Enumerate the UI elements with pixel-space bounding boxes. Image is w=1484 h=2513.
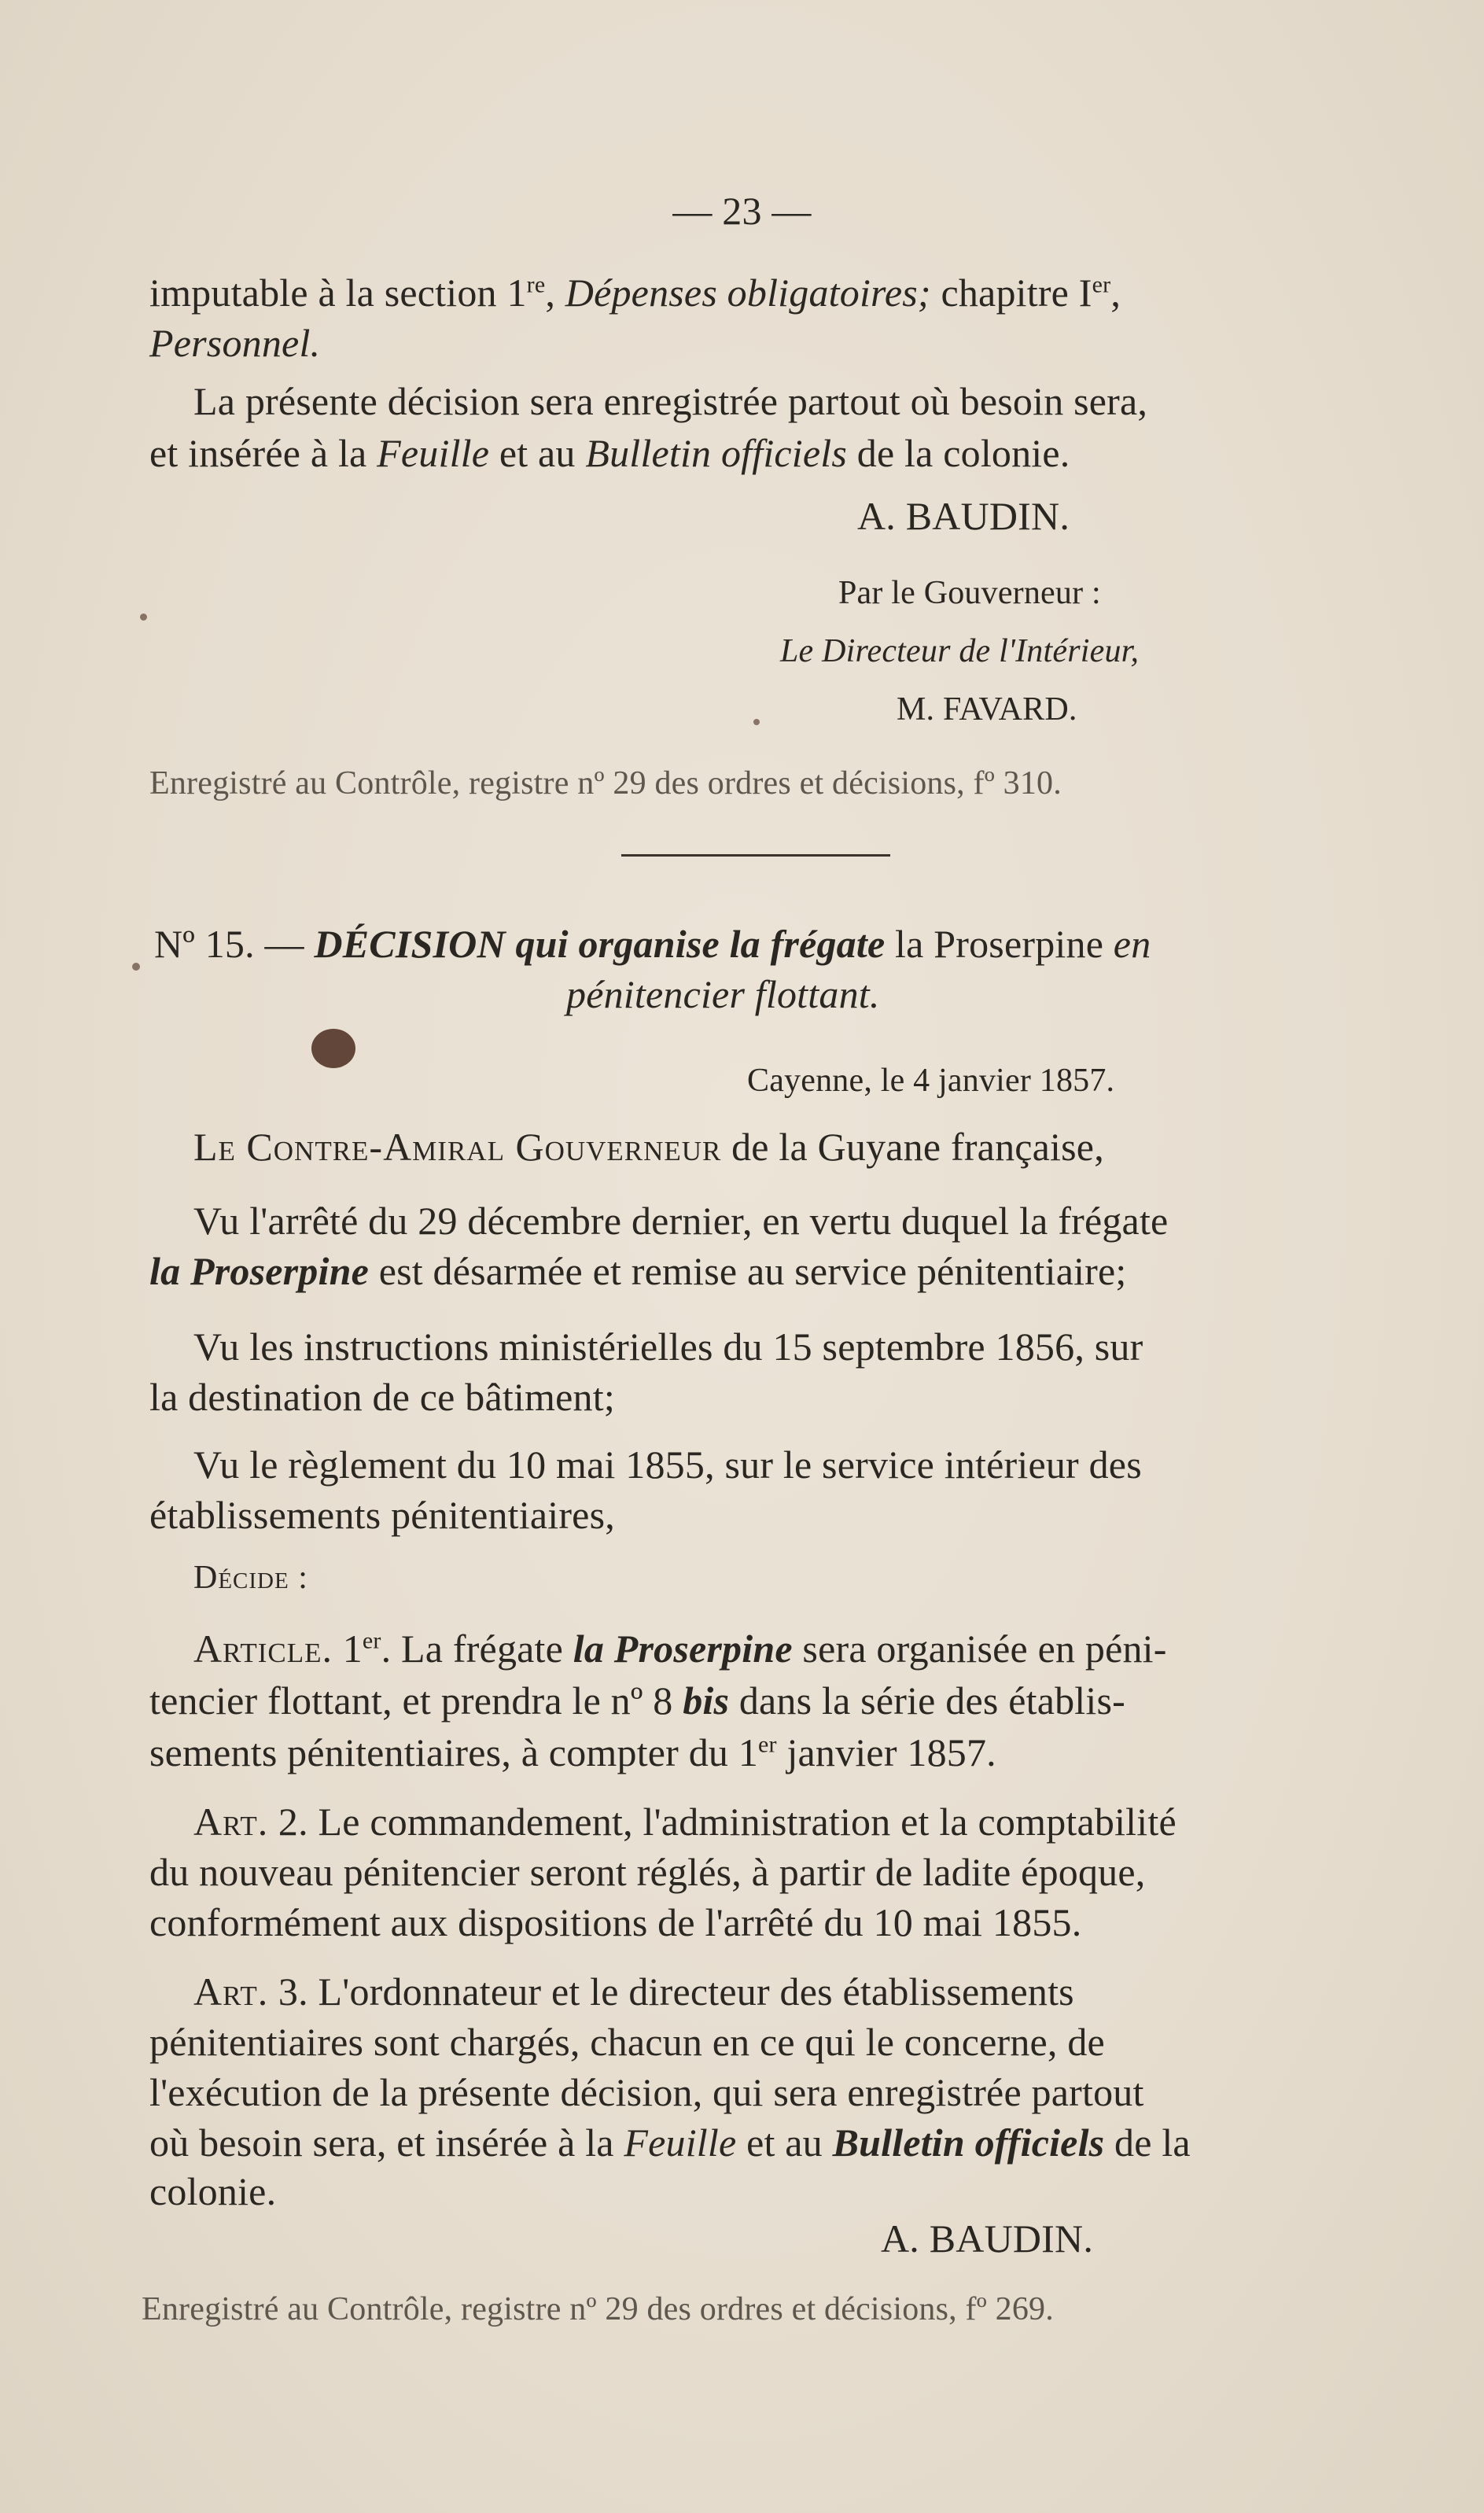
author-smallcaps: Le Contre-Amiral Gouverneur	[193, 1125, 722, 1169]
text-span: janvier 1857.	[776, 1730, 996, 1774]
signature-title: Le Directeur de l'Intérieur,	[780, 633, 1140, 669]
text-line: Vu le règlement du 10 mai 1855, sur le service intérieur des	[193, 1443, 1142, 1487]
text-span: tencier flottant, et prendra le nº 8	[149, 1678, 683, 1723]
text-span: et au	[489, 431, 586, 475]
text-span: sera organisée en péni-	[792, 1627, 1167, 1671]
heading-italic: DÉCISION qui organise la frégate	[314, 922, 886, 966]
text-span: de la Guyane française,	[721, 1125, 1104, 1169]
ink-speck	[132, 963, 140, 971]
ink-speck	[140, 614, 147, 621]
decide-line: Décide :	[193, 1560, 308, 1596]
registration-note: Enregistré au Contrôle, registre nº 29 des ordres et décisions, fº 269.	[142, 2291, 1054, 2327]
text-line	[193, 1796, 1177, 1847]
superscript: er	[1092, 271, 1111, 298]
decision-heading	[154, 919, 1151, 969]
text-span: de la	[1104, 2121, 1191, 2165]
signature-name-2: M. FAVARD.	[897, 691, 1077, 728]
article-label: Article.	[193, 1627, 333, 1671]
text-span: ,	[1110, 271, 1121, 315]
text-span: et insérée à la	[149, 431, 377, 475]
superscript: re	[526, 271, 546, 298]
text-line	[149, 1675, 1125, 1726]
text-span: imputable à la section 1	[149, 271, 527, 315]
superscript: er	[758, 1731, 777, 1758]
heading-italic: en	[1113, 922, 1151, 966]
text-span: où besoin sera, et insérée à la	[149, 2121, 624, 2165]
text-line	[193, 1623, 1167, 1674]
text-line: l'exécution de la présente décision, qui sera enregistrée partout	[149, 2070, 1144, 2114]
text-line: Personnel.	[149, 321, 321, 365]
text-span: sements pénitentiaires, à compter du 1	[149, 1730, 759, 1774]
italic-text: bis	[683, 1678, 730, 1723]
heading-number: Nº 15. —	[154, 922, 315, 966]
text-line: établissements pénitentiaires,	[149, 1493, 615, 1537]
text-line	[149, 428, 1070, 478]
text-span: de la colonie.	[847, 431, 1070, 475]
text-line	[149, 1727, 996, 1778]
article-label: Art.	[193, 1969, 269, 2014]
text-line	[149, 267, 1121, 318]
date-line: Cayenne, le 4 janvier 1857.	[747, 1063, 1115, 1099]
text-span: et au	[736, 2121, 833, 2165]
text-span: ,	[545, 271, 565, 315]
text-line: Vu l'arrêté du 29 décembre dernier, en vertu duquel la frégate	[193, 1199, 1169, 1243]
signature-name: A. BAUDIN.	[881, 2216, 1094, 2261]
text-line: pénitentiaires sont chargés, chacun en ce qui le concerne, de	[149, 2020, 1105, 2064]
italic-text: Dépenses obligatoires;	[565, 271, 931, 315]
article-label: Art.	[193, 1800, 269, 1844]
text-line: Vu les instructions ministérielles du 15 septembre 1856, sur	[193, 1325, 1143, 1369]
text-span: 3. L'ordonnateur et le directeur des établissements	[268, 1969, 1074, 2014]
text-span: . La frégate	[381, 1627, 573, 1671]
text-line: du nouveau pénitencier seront réglés, à partir de ladite époque,	[149, 1850, 1146, 1894]
text-span: chapitre I	[930, 271, 1092, 315]
text-span: dans la série des établis-	[729, 1678, 1125, 1723]
italic-text: Bulletin officiels	[585, 431, 848, 475]
separator-rule	[621, 854, 890, 857]
heading-text: la Proserpine	[885, 922, 1114, 966]
ink-stain	[311, 1029, 355, 1068]
italic-text: la Proserpine	[573, 1627, 793, 1671]
text-line	[193, 1966, 1074, 2017]
text-line: la destination de ce bâtiment;	[149, 1375, 615, 1419]
text-line: colonie.	[149, 2169, 277, 2213]
text-span: 1	[333, 1627, 363, 1671]
superscript: er	[362, 1627, 381, 1654]
page-number: — 23 —	[672, 189, 812, 233]
text-line: La présente décision sera enregistrée partout où besoin sera,	[193, 379, 1148, 423]
author-line	[193, 1122, 1104, 1172]
registration-note: Enregistré au Contrôle, registre nº 29 des ordres et décisions, fº 310.	[149, 765, 1062, 801]
text-line: conformément aux dispositions de l'arrêté du 10 mai 1855.	[149, 1900, 1082, 1944]
signature-name: A. BAUDIN.	[857, 494, 1070, 538]
signature-par: Par le Gouverneur :	[838, 575, 1101, 611]
decision-heading-line-2: pénitencier flottant.	[566, 972, 880, 1016]
italic-text: Feuille	[377, 431, 490, 475]
text-line	[149, 1246, 1127, 1296]
text-span: 2. Le commandement, l'administration et la comptabilité	[268, 1800, 1177, 1844]
text-span: est désarmée et remise au service pénitentiaire;	[369, 1249, 1127, 1293]
italic-text: Feuille	[624, 2121, 737, 2165]
ink-speck	[753, 719, 760, 725]
italic-text: la Proserpine	[149, 1249, 369, 1293]
text-line	[149, 2117, 1191, 2168]
italic-text: Bulletin officiels	[832, 2121, 1105, 2165]
